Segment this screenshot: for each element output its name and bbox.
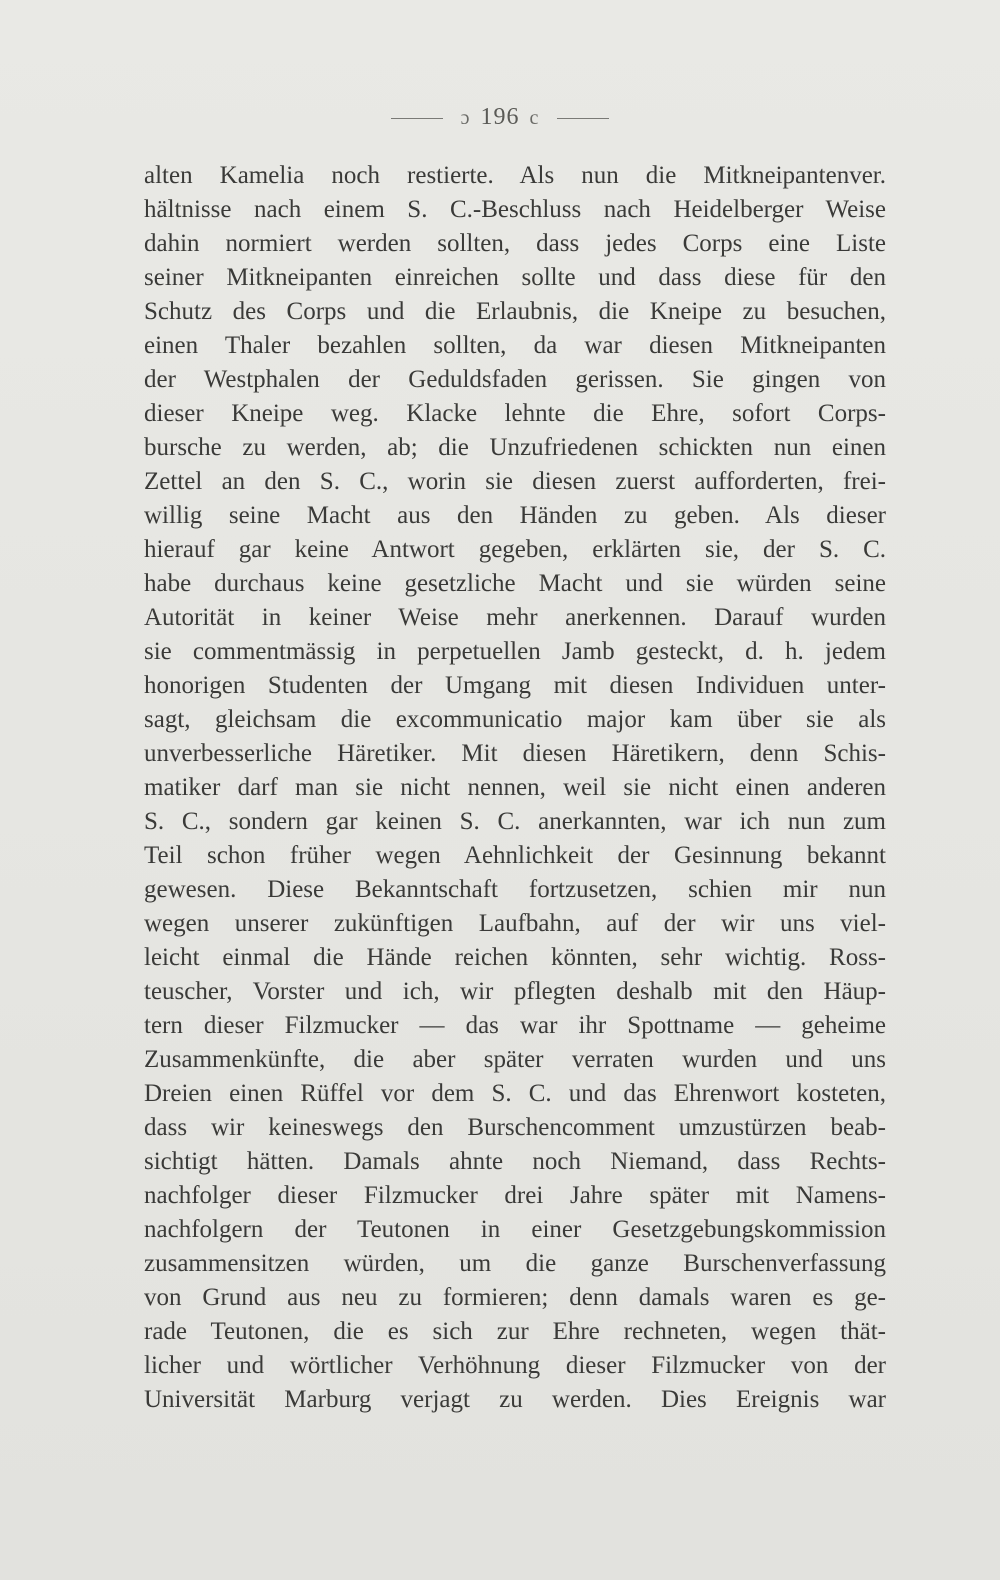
text-line: von Grund aus neu zu formieren; denn damals waren es ge- <box>144 1284 886 1311</box>
page-number-header <box>0 104 1000 131</box>
text-line: dieser Kneipe weg. Klacke lehnte die Ehre, sofort Corps- <box>144 400 886 427</box>
text-line: S. C., sondern gar keinen S. C. anerkannten, war ich nun zum <box>144 808 886 835</box>
left-ornament: ɔ <box>460 107 471 129</box>
body-text <box>144 159 886 1417</box>
text-line: gewesen. Diese Bekanntschaft fortzusetzen, schien mir nun <box>144 876 886 903</box>
text-line: alten Kamelia noch restierte. Als nun die Mitkneipantenver. <box>144 162 886 189</box>
text-line: sichtigt hätten. Damals ahnte noch Niemand, dass Rechts- <box>144 1148 886 1175</box>
text-line: seiner Mitkneipanten einreichen sollte und dass diese für den <box>144 264 886 291</box>
text-line: nachfolger dieser Filzmucker drei Jahre später mit Namens- <box>144 1182 886 1209</box>
left-rule <box>391 118 443 119</box>
text-line: Dreien einen Rüffel vor dem S. C. und das Ehrenwort kosteten, <box>144 1080 886 1107</box>
text-line: Teil schon früher wegen Aehnlichkeit der Gesinnung bekannt <box>144 842 886 869</box>
text-line: sagt, gleichsam die excommunicatio major kam über sie als <box>144 706 886 733</box>
text-line: Zusammenkünfte, die aber später verraten wurden und uns <box>144 1046 886 1073</box>
text-line: matiker darf man sie nicht nennen, weil sie nicht einen anderen <box>144 774 886 801</box>
page-number: 196 <box>480 104 520 130</box>
text-line: teuscher, Vorster und ich, wir pflegten deshalb mit den Häup- <box>144 978 886 1005</box>
text-line: tern dieser Filzmucker — das war ihr Spottname — geheime <box>144 1012 886 1039</box>
text-line: nachfolgern der Teutonen in einer Gesetzgebungskommission <box>144 1216 886 1243</box>
text-line: dass wir keineswegs den Burschencomment umzustürzen beab- <box>144 1114 886 1141</box>
text-line: sie commentmässig in perpetuellen Jamb gesteckt, d. h. jedem <box>144 638 886 665</box>
text-line: leicht einmal die Hände reichen könnten, sehr wichtig. Ross- <box>144 944 886 971</box>
text-line: zusammensitzen würden, um die ganze Burschenverfassung <box>144 1250 886 1277</box>
text-line: licher und wörtlicher Verhöhnung dieser Filzmucker von der <box>144 1352 886 1379</box>
text-line: Universität Marburg verjagt zu werden. Dies Ereignis war <box>144 1386 886 1413</box>
text-line: Zettel an den S. C., worin sie diesen zuerst aufforderten, frei- <box>144 468 886 495</box>
text-line: unverbesserliche Häretiker. Mit diesen Häretikern, denn Schis- <box>144 740 886 767</box>
text-line: honorigen Studenten der Umgang mit diesen Individuen unter- <box>144 672 886 699</box>
text-line: rade Teutonen, die es sich zur Ehre rechneten, wegen thät- <box>144 1318 886 1345</box>
text-line: habe durchaus keine gesetzliche Macht und sie würden seine <box>144 570 886 597</box>
text-line: Schutz des Corps und die Erlaubnis, die Kneipe zu besuchen, <box>144 298 886 325</box>
right-rule <box>557 118 609 119</box>
text-line: hältnisse nach einem S. C.-Beschluss nach Heidelberger Weise <box>144 196 886 223</box>
text-line: wegen unserer zukünftigen Laufbahn, auf der wir uns viel- <box>144 910 886 937</box>
text-line: dahin normiert werden sollten, dass jedes Corps eine Liste <box>144 230 886 257</box>
text-line: willig seine Macht aus den Händen zu geben. Als dieser <box>144 502 886 529</box>
text-line: einen Thaler bezahlen sollten, da war diesen Mitkneipanten <box>144 332 886 359</box>
text-line: der Westphalen der Geduldsfaden gerissen. Sie gingen von <box>144 366 886 393</box>
text-line: hierauf gar keine Antwort gegeben, erklärten sie, der S. C. <box>144 536 886 563</box>
text-line: bursche zu werden, ab; die Unzufriedenen schickten nun einen <box>144 434 886 461</box>
text-line: Autorität in keiner Weise mehr anerkennen. Darauf wurden <box>144 604 886 631</box>
right-ornament: c <box>529 107 540 129</box>
